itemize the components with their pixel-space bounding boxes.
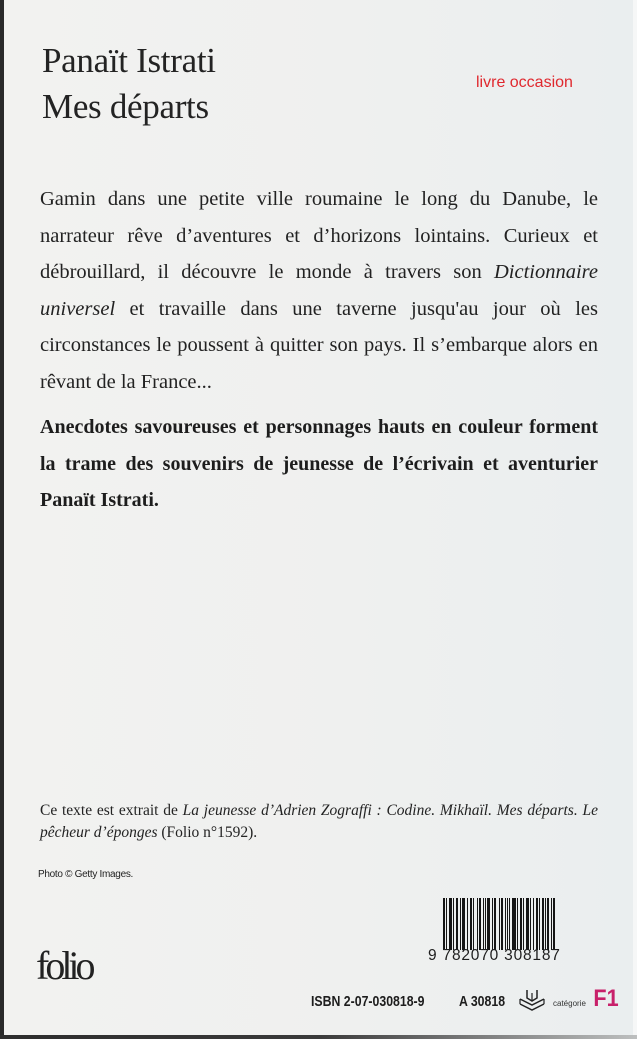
summary-bold-text: Anecdotes savoureuses et personnages hauts en couleur forment la trame des souvenirs de jeunesse de l’écrivain et aventurier Panaït Istrati. (40, 416, 598, 511)
summary-italic: Dictionnaire universel (40, 261, 598, 320)
barcode-icon (443, 898, 583, 950)
spine-shadow (0, 0, 4, 1039)
source-prefix: Ce texte est extrait de (40, 802, 183, 819)
bottom-shadow (0, 1035, 637, 1039)
source-suffix: (Folio n°1592). (157, 824, 258, 841)
summary-text (40, 181, 598, 400)
author-name: Panaït Istrati (42, 41, 216, 80)
category-badge: F1 (593, 985, 619, 1012)
page-edge (633, 0, 637, 1035)
summary-part-1: Gamin dans une petite ville roumaine le long du Danube, le narrateur rêve d’aventures et d’horizons lointains. Curieux et débrouillard, il découvre le monde à travers son (40, 188, 598, 283)
used-book-label: livre occasion (476, 74, 573, 91)
book-title: Mes départs (42, 87, 209, 126)
photo-credit: Photo © Getty Images. (38, 869, 134, 880)
open-book-icon (517, 989, 547, 1011)
summary-bold (40, 409, 598, 519)
source-note (40, 800, 598, 844)
isbn-row (311, 984, 620, 1013)
folio-logo: folio (36, 943, 92, 988)
product-code: A 30818 (459, 993, 506, 1010)
cover-heading (42, 38, 216, 130)
source-title: La jeunesse d’Adrien Zograffi : Codine. Mikhaïl. Mes départs. Le pêcheur d’éponges (40, 802, 598, 841)
category-label: catégorie (553, 999, 586, 1008)
barcode-number: 9 782070 308187 (428, 947, 561, 964)
summary-part-2: et travaille dans une taverne jusqu'au jour où les circonstances le poussent à quitter son pays. Il s’embarque alors en rêvant de la France... (40, 297, 598, 393)
isbn-number: ISBN 2-07-030818-9 (311, 993, 425, 1010)
